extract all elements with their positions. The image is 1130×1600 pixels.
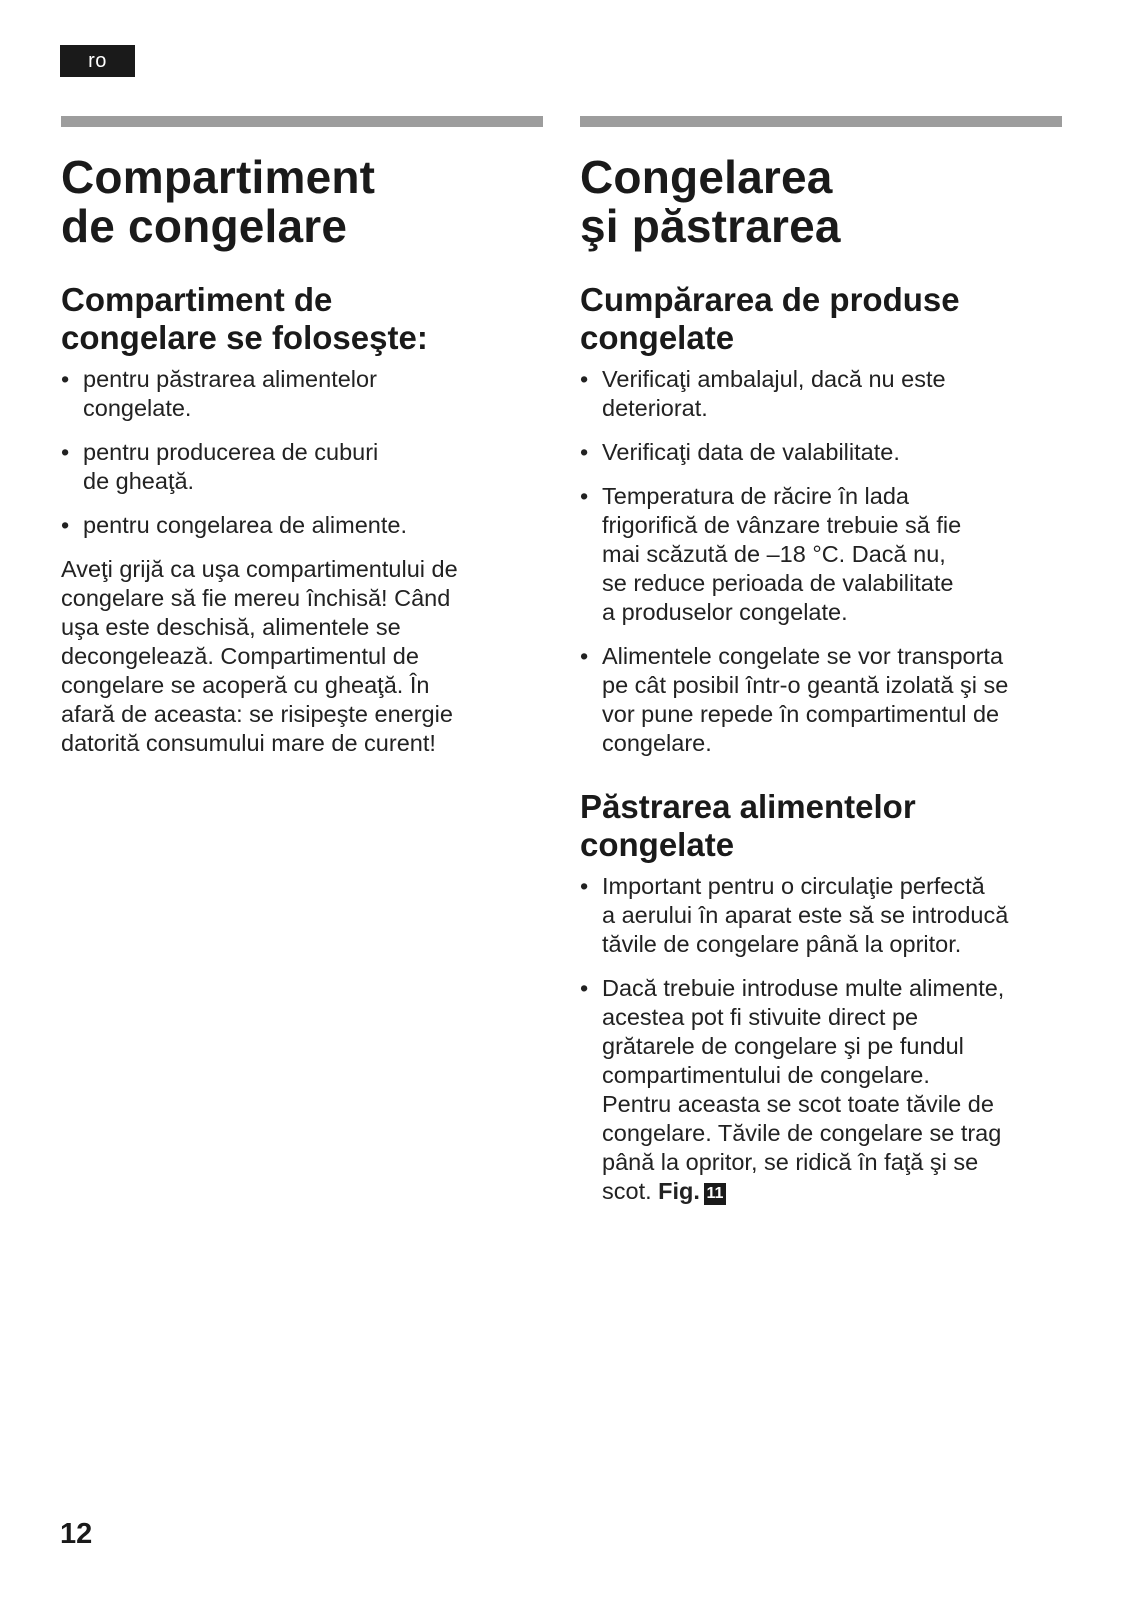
list-item bbox=[61, 438, 543, 496]
storage-list bbox=[580, 872, 1062, 1206]
section-rule bbox=[580, 116, 1062, 127]
section-title bbox=[61, 153, 543, 251]
paragraph-line: decongelează. Compartimentul de bbox=[61, 643, 419, 669]
heading-line: Păstrarea alimentelor bbox=[580, 788, 916, 825]
list-item-line: • Verificaţi ambalajul, dacă nu este bbox=[602, 366, 946, 392]
section-rule bbox=[61, 116, 543, 127]
list-item-line: • pentru producerea de cuburi bbox=[83, 439, 379, 465]
list-item-line: • Verificaţi data de valabilitate. bbox=[602, 439, 900, 465]
list-item bbox=[580, 974, 1062, 1206]
subsection-heading bbox=[61, 281, 543, 357]
title-line: Congelarea bbox=[580, 151, 833, 203]
list-item-line: congelate. bbox=[83, 395, 192, 421]
figure-reference: Fig. bbox=[658, 1178, 700, 1204]
list-item bbox=[580, 482, 1062, 627]
list-item-line: • Important pentru o circulaţie perfectă bbox=[602, 873, 985, 899]
right-column bbox=[580, 116, 1062, 1221]
page-number: 12 bbox=[60, 1518, 93, 1550]
list-item-line: pe cât posibil într-o geantă izolată şi se bbox=[602, 672, 1009, 698]
figure-number-badge: 11 bbox=[704, 1183, 726, 1205]
paragraph-line: datorită consumului mare de curent! bbox=[61, 730, 436, 756]
list-item bbox=[580, 872, 1062, 959]
paragraph-line: congelare se acoperă cu gheaţă. În bbox=[61, 672, 430, 698]
list-item bbox=[580, 438, 1062, 467]
paragraph-line: uşa este deschisă, alimentele se bbox=[61, 614, 401, 640]
line-text: scot. bbox=[602, 1178, 659, 1204]
title-line: Compartiment bbox=[61, 151, 376, 203]
subsection-heading bbox=[580, 281, 1062, 357]
list-item bbox=[61, 511, 543, 540]
door-warning-paragraph bbox=[61, 555, 543, 758]
list-item-line: de gheaţă. bbox=[83, 468, 195, 494]
list-item bbox=[580, 365, 1062, 423]
list-item-line: congelare. bbox=[602, 730, 712, 756]
list-item-line: congelare. Tăvile de congelare se trag bbox=[602, 1120, 1002, 1146]
list-item-line: acestea pot fi stivuite direct pe bbox=[602, 1004, 919, 1030]
list-item-line: • pentru păstrarea alimentelor bbox=[83, 366, 377, 392]
list-item-line: deteriorat. bbox=[602, 395, 708, 421]
heading-line: Compartiment de bbox=[61, 281, 333, 318]
heading-line: Cumpărarea de produse bbox=[580, 281, 960, 318]
list-item-line: până la opritor, se ridică în faţă şi se bbox=[602, 1149, 979, 1175]
title-line: şi păstrarea bbox=[580, 200, 841, 252]
list-item-line: frigorifică de vânzare trebuie să fie bbox=[602, 512, 962, 538]
heading-line: congelare se foloseşte: bbox=[61, 319, 428, 356]
list-item-line: se reduce perioada de valabilitate bbox=[602, 570, 954, 596]
list-item-line: • pentru congelarea de alimente. bbox=[83, 512, 407, 538]
title-line: de congelare bbox=[61, 200, 348, 252]
list-item-line bbox=[602, 1177, 1062, 1206]
list-item-line: vor pune repede în compartimentul de bbox=[602, 701, 1000, 727]
list-item-line: • Temperatura de răcire în lada bbox=[602, 483, 909, 509]
list-item bbox=[61, 365, 543, 423]
list-item-line: • Alimentele congelate se vor transporta bbox=[602, 643, 1004, 669]
list-item-line: grătarele de congelare şi pe fundul bbox=[602, 1033, 964, 1059]
section-title bbox=[580, 153, 1062, 251]
subsection-heading bbox=[580, 788, 1062, 864]
list-item bbox=[580, 642, 1062, 758]
paragraph-line: congelare să fie mereu închisă! Când bbox=[61, 585, 451, 611]
buying-list bbox=[580, 365, 1062, 758]
left-column bbox=[61, 116, 543, 758]
heading-line: congelate bbox=[580, 319, 735, 356]
paragraph-line: afară de aceasta: se risipeşte energie bbox=[61, 701, 453, 727]
list-item-line: mai scăzută de –18 °C. Dacă nu, bbox=[602, 541, 946, 567]
heading-line: congelate bbox=[580, 826, 735, 863]
list-item-line: a produselor congelate. bbox=[602, 599, 848, 625]
list-item-line: a aerului în aparat este să se introducă bbox=[602, 902, 1009, 928]
list-item-line: Pentru aceasta se scot toate tăvile de bbox=[602, 1091, 994, 1117]
language-badge: ro bbox=[60, 45, 135, 77]
list-item-line: compartimentului de congelare. bbox=[602, 1062, 930, 1088]
list-item-line: • Dacă trebuie introduse multe alimente, bbox=[602, 975, 1005, 1001]
paragraph-line: Aveţi grijă ca uşa compartimentului de bbox=[61, 556, 458, 582]
usage-list bbox=[61, 365, 543, 540]
list-item-line: tăvile de congelare până la opritor. bbox=[602, 931, 962, 957]
